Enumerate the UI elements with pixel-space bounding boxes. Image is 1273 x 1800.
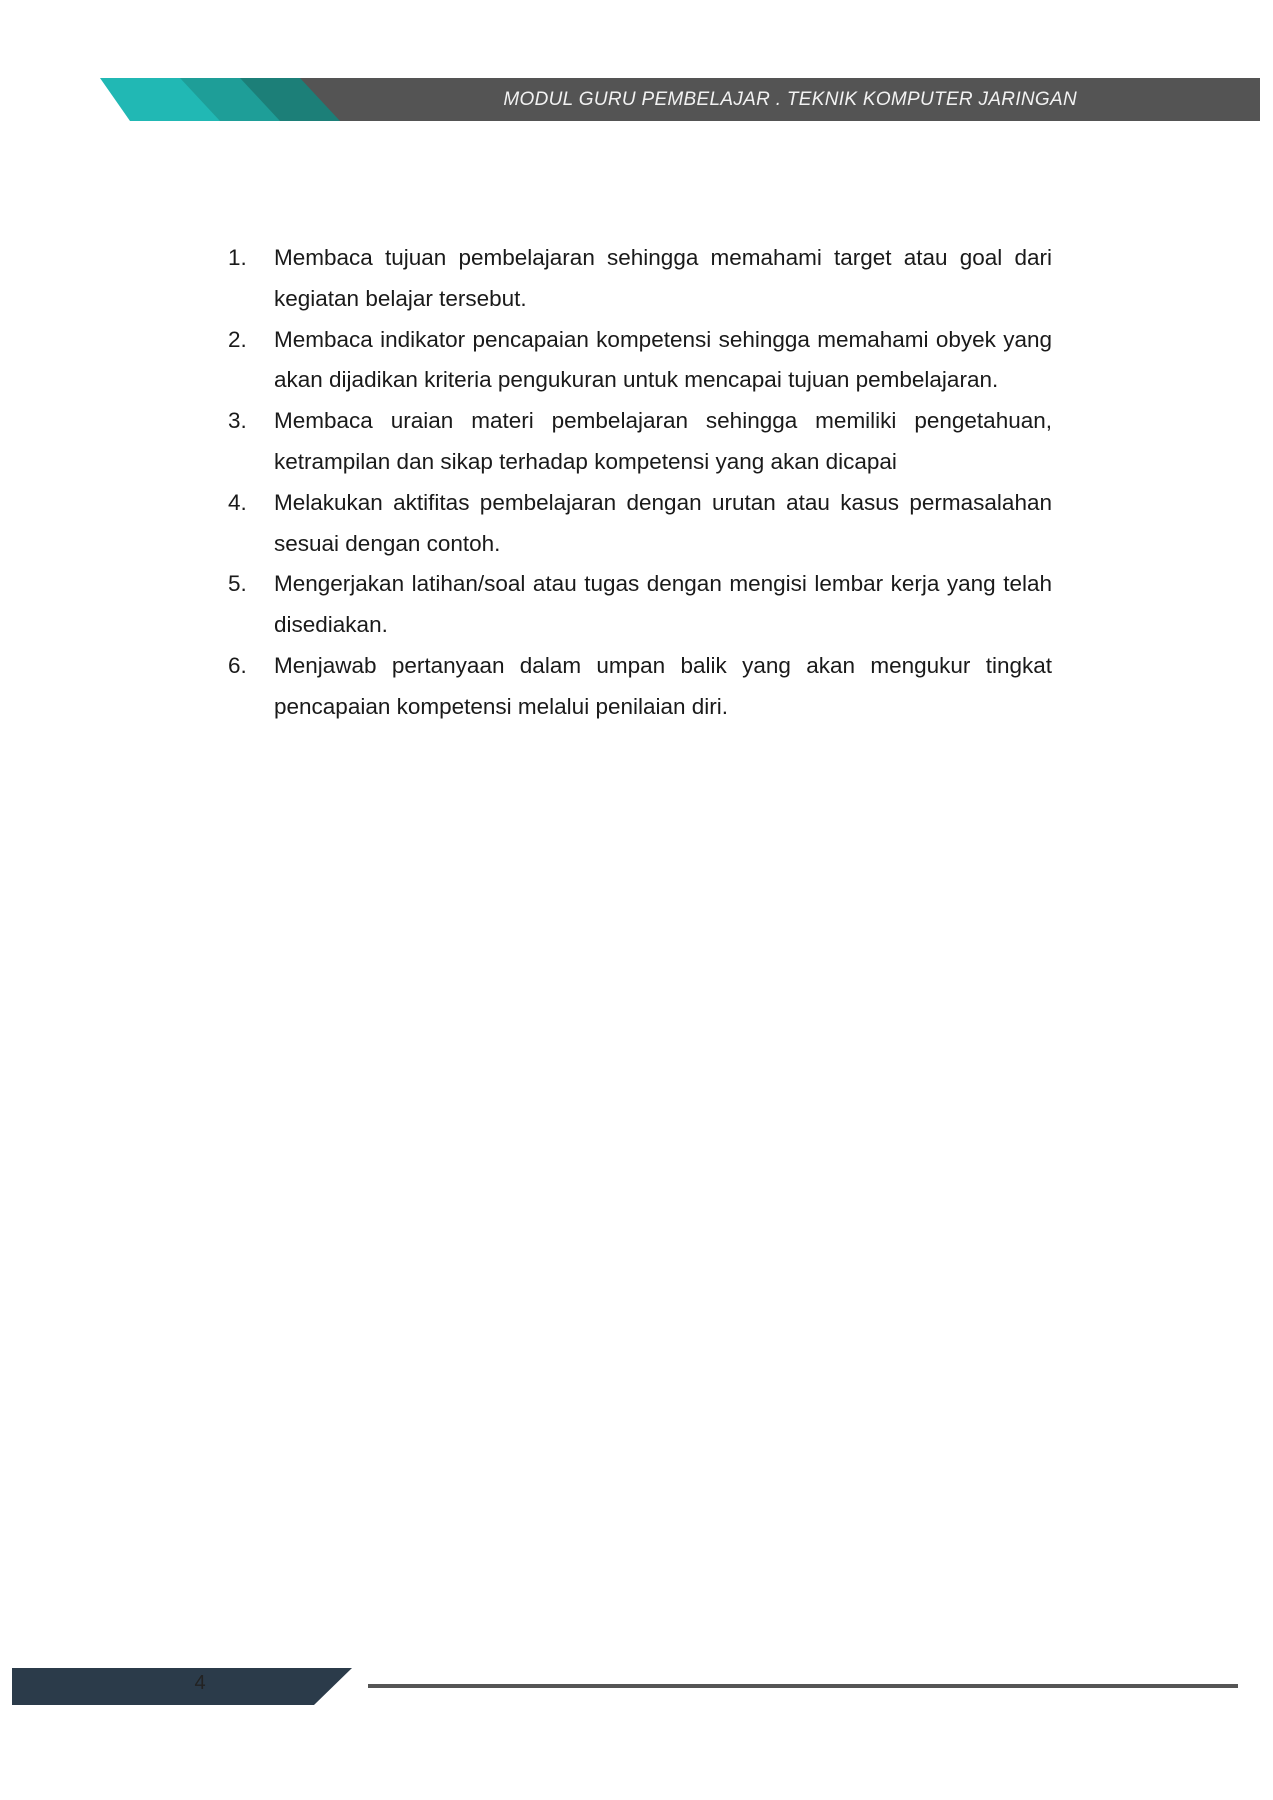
list-item-text: Membaca indikator pencapaian kompetensi sehingga memahami obyek yang akan dijadikan kriteria pengukuran untuk mencapai tujuan pembelajaran. <box>274 326 1052 393</box>
list-item-number: 1. <box>228 245 247 270</box>
list-item <box>228 646 1052 728</box>
list-item-text: Melakukan aktifitas pembelajaran dengan urutan atau kasus permasalahan sesuai dengan contoh. <box>274 489 1052 556</box>
list-item-text: Membaca uraian materi pembelajaran sehingga memiliki pengetahuan, ketrampilan dan sikap terhadap kompetensi yang akan dicapai <box>274 408 1052 474</box>
list-item-text: Mengerjakan latihan/soal atau tugas dengan mengisi lembar kerja yang telah disediakan. <box>274 571 1052 638</box>
list-item-text: Membaca tujuan pembelajaran sehingga memahami target atau goal dari kegiatan belajar tersebut. <box>274 245 1052 311</box>
page-footer <box>12 1660 1252 1705</box>
list-item-number: 6. <box>228 652 247 678</box>
list-item <box>228 320 1052 402</box>
list-item <box>228 238 1052 320</box>
learning-steps-list <box>228 238 1052 728</box>
list-item-number: 2. <box>228 326 247 352</box>
list-item-number: 4. <box>228 489 247 515</box>
list-item-number: 3. <box>228 408 247 434</box>
list-item-text: Menjawab pertanyaan dalam umpan balik yang akan mengukur tingkat pencapaian kompetensi melalui penilaian diri. <box>274 652 1052 719</box>
list-item <box>228 483 1052 565</box>
list-item-number: 5. <box>228 571 247 597</box>
list-item <box>228 564 1052 646</box>
main-content <box>228 238 1052 728</box>
header-title: MODUL GURU PEMBELAJAR . TEKNIK KOMPUTER JARINGAN <box>503 89 1077 110</box>
list-item <box>228 401 1052 483</box>
page-header <box>100 78 1260 121</box>
page-number: 4 <box>194 1672 206 1694</box>
